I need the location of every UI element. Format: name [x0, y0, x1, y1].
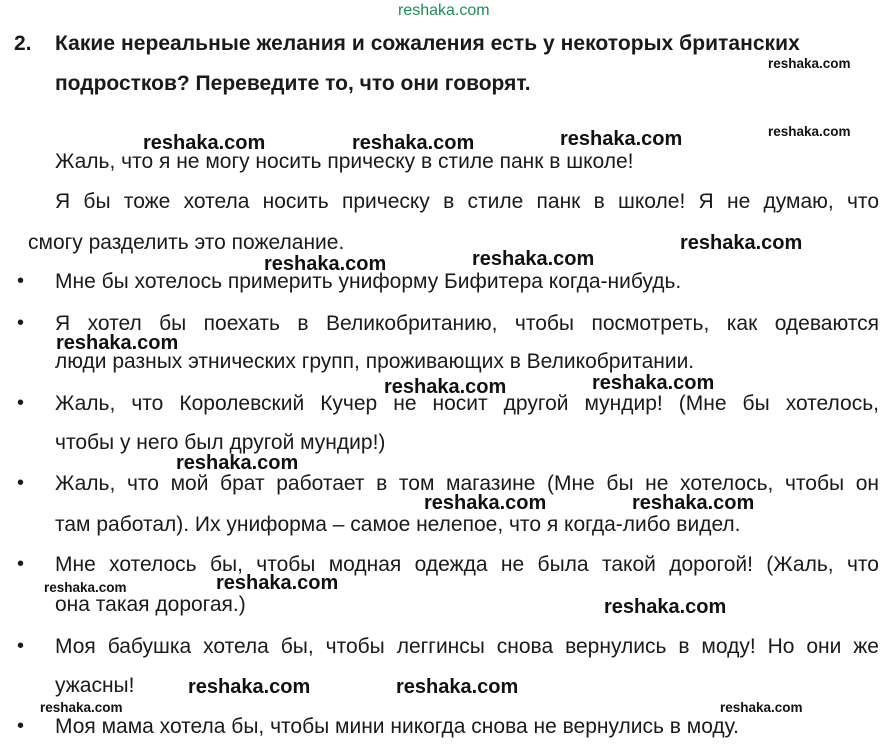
list-item-7-line-1: Моя мама хотела бы, чтобы мини никогда снова не вернулись в моду.	[55, 715, 739, 738]
watermark: reshaka.com	[720, 700, 803, 715]
list-item-6-line-1: Моя бабушка хотела бы, чтобы леггинсы снова вернулись в моду! Но они же	[55, 635, 879, 658]
intro-line-3: смогу разделить это пожелание.	[28, 231, 345, 254]
list-item-4-line-2: там работал). Их униформа – самое нелепое, что я когда-либо видел.	[55, 513, 741, 536]
list-item-6-line-2: ужасны!	[55, 674, 135, 697]
list-item-1-line-1: Мне бы хотелось примерить униформу Бифитера когда-нибудь.	[55, 270, 682, 293]
watermark: reshaka.com	[592, 372, 715, 394]
intro-line-2: Я бы тоже хотела носить прическу в стиле панк в школе! Я не думаю, что	[55, 190, 879, 213]
watermark: reshaka.com	[604, 596, 727, 618]
list-item-2-line-2: люди разных этнических групп, проживающих в Великобритании.	[55, 350, 695, 373]
watermark: reshaka.com	[384, 376, 507, 398]
watermark: reshaka.com	[188, 676, 311, 698]
watermark: reshaka.com	[56, 332, 179, 354]
watermark: reshaka.com	[472, 248, 595, 270]
list-item-3-line-2: чтобы у него был другой мундир!)	[55, 431, 386, 454]
question-text-line-1: Какие нереальные желания и сожаления есть у некоторых британских	[55, 32, 800, 55]
list-item-5-line-2: она такая дорогая.)	[55, 593, 246, 616]
bullet-4: •	[17, 472, 25, 494]
watermark: reshaka.com	[40, 700, 123, 715]
question-text-line-2: подростков? Переведите то, что они говорят.	[55, 72, 531, 95]
watermark: reshaka.com	[768, 124, 851, 139]
watermark: reshaka.com	[143, 132, 266, 154]
watermark: reshaka.com	[424, 492, 547, 514]
bullet-5: •	[17, 553, 25, 575]
intro-line-1: Жаль, что я не могу носить прическу в стиле панк в школе!	[55, 150, 634, 173]
list-item-5-line-1: Мне хотелось бы, чтобы модная одежда не была такой дорогой! (Жаль, что	[55, 553, 879, 576]
bullet-6: •	[17, 635, 25, 657]
question-number: 2.	[14, 32, 32, 55]
watermark: reshaka.com	[216, 572, 339, 594]
watermark: reshaka.com	[352, 132, 475, 154]
bullet-1: •	[17, 270, 25, 292]
bullet-7: •	[17, 715, 25, 737]
watermark: reshaka.com	[680, 232, 803, 254]
watermark: reshaka.com	[176, 452, 299, 474]
list-item-2-line-1: Я хотел бы поехать в Великобританию, чтобы посмотреть, как одеваются	[55, 312, 879, 335]
watermark: reshaka.com	[560, 128, 683, 150]
bullet-2: •	[17, 312, 25, 334]
list-item-3-line-1: Жаль, что Королевский Кучер не носит другой мундир! (Мне бы хотелось,	[55, 392, 879, 415]
list-item-4-line-1: Жаль, что мой брат работает в том магазине (Мне бы не хотелось, чтобы он	[55, 472, 879, 495]
watermark: reshaka.com	[44, 580, 127, 595]
watermark: reshaka.com	[264, 253, 387, 275]
watermark: reshaka.com	[632, 492, 755, 514]
watermark: reshaka.com	[396, 676, 519, 698]
watermark: reshaka.com	[768, 56, 851, 71]
bullet-3: •	[17, 392, 25, 414]
watermark-top: reshaka.com	[398, 2, 490, 19]
